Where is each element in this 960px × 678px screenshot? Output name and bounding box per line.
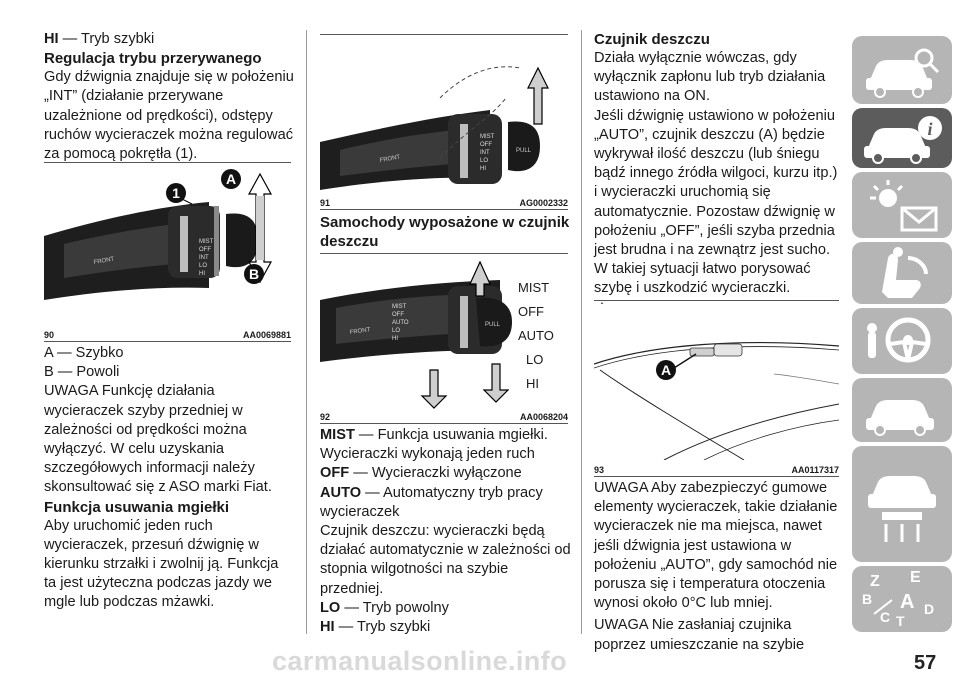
- figure-90-caption: 90 AA0069881: [44, 330, 291, 340]
- label-lo: LO: [526, 352, 544, 367]
- tab-index[interactable]: [852, 566, 952, 632]
- svg-text:AUTO: AUTO: [392, 320, 409, 326]
- divider: [44, 341, 291, 342]
- tab-dashboard-info[interactable]: [852, 108, 952, 168]
- svg-text:INT: INT: [480, 150, 490, 156]
- def-off: OFF — Wycieraczki wyłączone: [320, 465, 522, 482]
- tab-car-overview[interactable]: [852, 36, 952, 104]
- svg-text:A: A: [900, 591, 915, 613]
- svg-text:HI: HI: [480, 166, 486, 172]
- warning-lights-icon: [852, 172, 952, 238]
- page-number: 57: [914, 652, 937, 674]
- hi-line: HI — Tryb szybki: [44, 31, 155, 47]
- svg-text:T: T: [896, 613, 905, 629]
- airbag-seat-icon: [852, 242, 952, 304]
- sensor-paragraph: Czujnik deszczu: wycieraczki będą działać automatycznie w zależności od stopnia wilgotności na szybie przedniej.: [320, 523, 571, 597]
- svg-text:INT: INT: [199, 255, 209, 261]
- column-2-lower: [320, 426, 572, 637]
- tab-driving[interactable]: [852, 308, 952, 374]
- svg-text:C: C: [880, 609, 891, 625]
- figure-91: [320, 38, 570, 196]
- divider: [320, 423, 568, 424]
- heading-rain-sensor-cars: Samochody wyposażone w czujnik deszczu: [320, 214, 570, 250]
- svg-text:MIST: MIST: [199, 239, 214, 245]
- svg-text:PULL: PULL: [485, 322, 501, 328]
- rain-paragraph-2: Jeśli dźwignię ustawiono w położeniu „AUTO”, czujnik deszczu (A) będzie wykrywał ilość deszczu (lub śniegu bądź innego źródła wilgoci, kurzu itp.) i wycieraczki uruchomią się automatycznie. Pozostaw dźwignię w położeniu „OFF”, jeśli szyba przednia jest brudna i na zewnątrz jest sucho. W takiej sytuacji łatwo porysować szybę i uszkodzić wycieraczki.: [594, 107, 838, 297]
- divider: [44, 162, 291, 163]
- watermark: carmanualsonline.info: [272, 646, 567, 676]
- car-emergency-icon: [852, 378, 952, 442]
- def-lo: LO — Tryb powolny: [320, 599, 449, 616]
- label-auto: AUTO: [518, 328, 554, 343]
- svg-text:B: B: [248, 266, 260, 282]
- divider: [594, 476, 839, 477]
- mist-paragraph: Aby uruchomić jeden ruch wycieraczek, przesuń dźwignię w kierunku strzałki i zwolnij ją. Funkcja ta jest użyteczna podczas jazdy we mgle lub podczas mżawki.: [44, 517, 279, 611]
- column-1-lower: [44, 344, 294, 613]
- speed-a-line: A — Szybko: [44, 345, 124, 361]
- label-hi: HI: [526, 376, 539, 391]
- svg-text:B: B: [862, 591, 873, 607]
- column-divider: [581, 30, 582, 634]
- heading-rain-sensor: Czujnik deszczu: [594, 31, 710, 48]
- figure-92-caption: 92 AA0068204: [320, 412, 568, 422]
- svg-text:1: 1: [172, 185, 180, 201]
- svg-text:FRONT: FRONT: [93, 256, 115, 266]
- svg-text:HI: HI: [392, 336, 398, 342]
- figure-92: [320, 256, 570, 410]
- wiper-lever-mist-illustration: [320, 38, 570, 196]
- svg-text:OFF: OFF: [199, 247, 211, 253]
- svg-text:OFF: OFF: [480, 142, 492, 148]
- tab-safety[interactable]: [852, 242, 952, 304]
- divider: [320, 253, 568, 254]
- warning-paragraph: UWAGA Funkcję działania wycieraczek szyby przedniej w zależności od prędkości można wyłączyć. W celu uzyskania szczegółowych informacji należy skonsultować się z ASO marki Fiat.: [44, 383, 272, 496]
- figure-93-caption: 93 AA0117317: [594, 465, 839, 475]
- svg-text:D: D: [924, 601, 935, 617]
- warning-paragraph-1: UWAGA Aby zabezpieczyć gumowe elementy wycieraczek, takie działanie wycieraczek nie ma miejsca, nawet jeśli dźwignia jest ustawiona w położeniu „AUTO”, gdy samochód nie porusza się i temperatura otoczenia wynosi około 0°C lub mniej.: [594, 480, 838, 612]
- svg-text:LO: LO: [480, 158, 489, 164]
- lever-position-labels: [518, 276, 570, 396]
- svg-text:OFF: OFF: [392, 312, 404, 318]
- def-auto: AUTO — Automatyczny tryb pracy wycieraczek: [320, 484, 543, 520]
- svg-text:Z: Z: [870, 573, 880, 590]
- figure-91-caption: 91 AG0002332: [320, 198, 568, 208]
- divider: [320, 34, 568, 35]
- svg-text:LO: LO: [199, 263, 208, 269]
- index-letters-icon: [852, 566, 952, 632]
- warning-paragraph-2: UWAGA Nie zasłaniaj czujnika poprzez umieszczanie na szybie: [594, 617, 805, 653]
- svg-text:MIST: MIST: [480, 134, 495, 140]
- tab-warning-lights[interactable]: [852, 172, 952, 238]
- svg-text:E: E: [910, 569, 921, 586]
- callout-markers: [44, 166, 294, 316]
- def-mist: MIST — Funkcja usuwania mgiełki. Wycieraczki wykonają jeden ruch: [320, 427, 548, 463]
- column-3-lower: [594, 479, 844, 655]
- intermittent-paragraph: Gdy dźwignia znajduje się w położeniu „INT” (działanie przerywane uzależnione od prędkości), odstępy ruchów wycieraczek można regulować za pomocą pokrętła (1).: [44, 69, 294, 163]
- column-divider: [306, 30, 307, 634]
- svg-text:A: A: [225, 171, 237, 187]
- tab-service-specs[interactable]: [852, 446, 952, 562]
- svg-text:PULL: PULL: [516, 148, 532, 154]
- windshield-sensor-illustration: [594, 304, 839, 460]
- svg-text:i: i: [927, 119, 933, 139]
- def-hi: HI — Tryb szybki: [320, 619, 431, 636]
- car-info-icon: [852, 108, 952, 168]
- heading-mist: Funkcja usuwania mgiełki: [44, 498, 230, 516]
- car-service-icon: [852, 446, 952, 562]
- rain-paragraph-1: Działa wyłącznie wówczas, gdy wyłącznik zapłonu lub tryb działania ustawiono na ON.: [594, 50, 826, 105]
- svg-text:A: A: [660, 362, 672, 378]
- figure-90: [44, 166, 294, 316]
- steering-wheel-icon: [852, 308, 952, 374]
- svg-text:HI: HI: [199, 271, 205, 277]
- speed-b-line: B — Powoli: [44, 364, 120, 381]
- column-1: [44, 30, 294, 164]
- divider: [320, 209, 568, 210]
- car-search-icon: [852, 36, 952, 104]
- svg-text:LO: LO: [392, 328, 401, 334]
- svg-text:FRONT: FRONT: [379, 154, 401, 164]
- heading-intermittent: Regulacja trybu przerywanego: [44, 50, 262, 68]
- label-off: OFF: [518, 304, 544, 319]
- tab-emergency[interactable]: [852, 378, 952, 442]
- figure-93: [594, 304, 839, 460]
- svg-text:FRONT: FRONT: [349, 327, 371, 336]
- label-mist: MIST: [518, 280, 550, 295]
- column-3: [594, 30, 844, 318]
- svg-text:MIST: MIST: [392, 304, 407, 310]
- divider: [594, 300, 839, 301]
